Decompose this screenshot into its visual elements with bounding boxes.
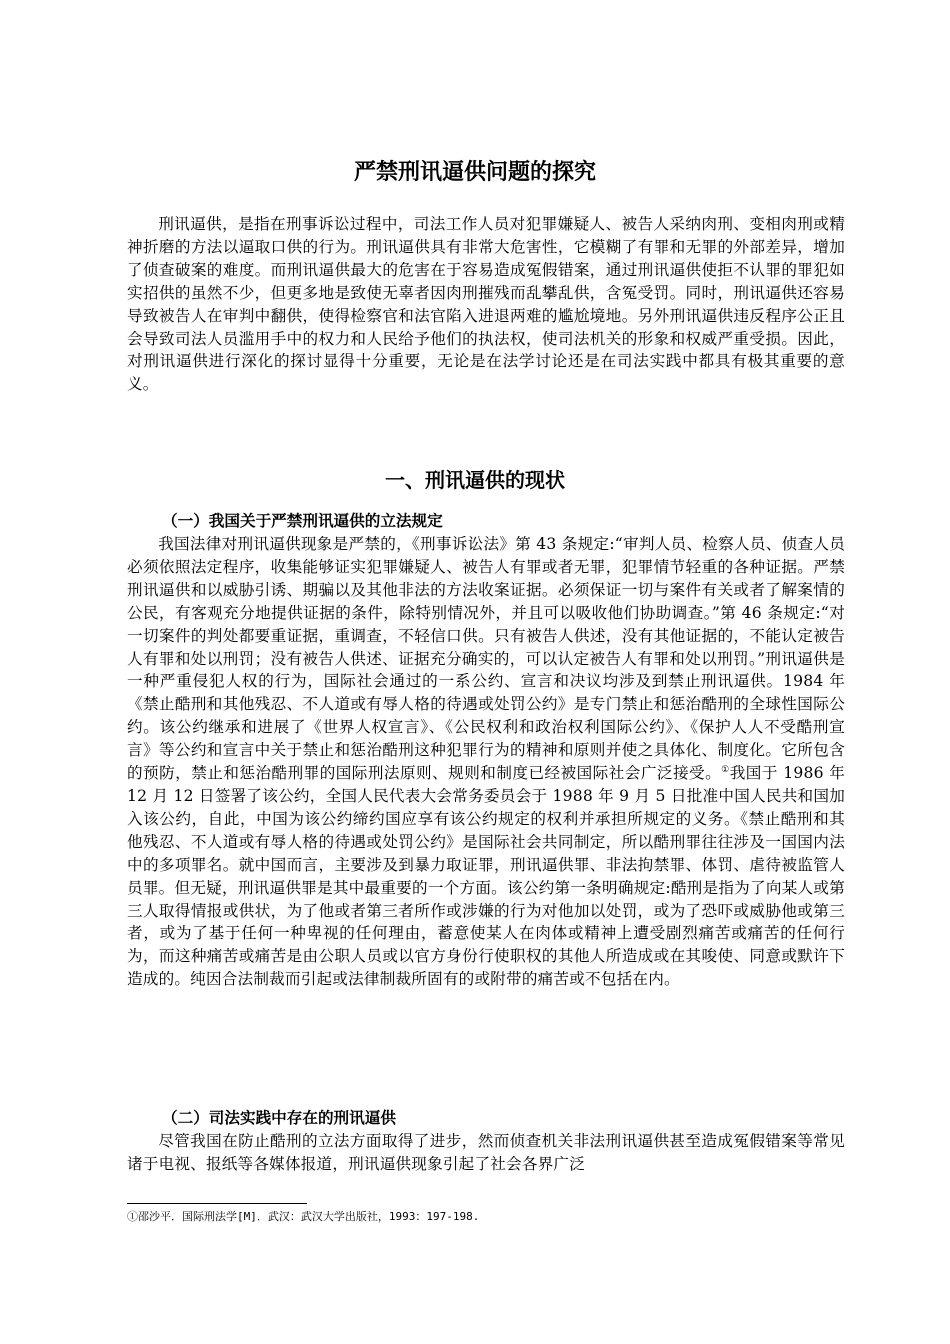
section-heading: 一、刑讯逼供的现状	[385, 468, 565, 492]
intro-paragraph: 刑讯逼供，是指在刑事诉讼过程中，司法工作人员对犯罪嫌疑人、被告人采纳肉刑、变相肉刑或精神折磨的方法以逼取口供的行为。刑讯逼供具有非常大危害性，它模糊了有罪和无罪的外部差异，增加了侦查破案的难度。而刑讯逼供最大的危害在于容易造成冤假错案，通过刑讯逼供使拒不认罪的罪犯如实招供的虽然不少，但更多地是致使无辜者因肉刑摧残而乱攀乱供，含冤受罚。同时，刑讯逼供还容易导致被告人在审判中翻供，使得检察官和法官陷入进退两难的尴尬境地。另外刑讯逼供违反程序公正且会导致司法人员滥用手中的权力和人民给予他们的执法权，使司法机关的形象和权威严重受损。因此，对刑讯逼供进行深化的探讨显得十分重要，无论是在法学讨论还是在司法实践中都具有极其重要的意义。	[127, 215, 845, 394]
paragraph-text-part-2: 我国于 1986 年 12 月 12 日签署了该公约，全国人民代表大会常务委员会于 1988 年 9 月 5 日批准中国人民共和国加入该公约，自此，中国为该公约缔约国应享有该公约规定的权利并承担所规定的义务。《禁止酷刑和其他残忍、不人道或有辱人格的待遇或处罚公约》是国际社会共同制定，所以酷刑罪往往涉及一国国内法中的多项罪名。就中国而言，主要涉及到暴力取证罪，刑讯逼供罪、非法拘禁罪、体罚、虐待被监管人员罪。但无疑，刑讯逼供罪是其中最重要的一个方面。该公约第一条明确规定:酷刑是指为了向某人或第三人取得情报或供状，为了他或者第三者所作或涉嫌的行为对他加以处罚，或为了恐吓或威胁他或第三者，或为了基于任何一种卑视的任何理由，蓄意使某人在肉体或精神上遭受剧烈痛苦或痛苦的任何行为，而这种痛苦或痛苦是由公职人员或以官方身份行使职权的其他人所造成或在其唆使、同意或默许下造成的。纯因合法制裁而引起或法律制裁所固有的或附带的痛苦或不包括在内。	[127, 764, 845, 989]
footnote: ①邵沙平．国际刑法学[M]．武汉：武汉大学出版社，1993：197-198.	[127, 1210, 480, 1223]
paragraph-text-part-1: 我国法律对刑讯逼供现象是严禁的，《刑事诉讼法》第 43 条规定:“审判人员、检察人员、侦查人员必须依照法定程序，收集能够证实犯罪嫌疑人、被告人有罪或者无罪，犯罪情节轻重的各种证据。严禁刑讯逼供和以威胁引诱、期骗以及其他非法的方法收案证据。必须保证一切与案件有关或者了解案情的公民，有客观充分地提供证据的条件，除特别情况外，并且可以吸收他们协助调查。”第 46 条规定:“对一切案件的判处都要重证据，重调查，不轻信口供。只有被告人供述，没有其他证据的，不能认定被告人有罪和处以刑罚；没有被告人供述、证据充分确实的，可以认定被告人有罪和处以刑罚。”刑讯逼供是一种严重侵犯人权的行为，国际社会通过的一系公约、宣言和决议均涉及到禁止刑讯逼供。1984 年《禁止酷刑和其他残忍、不人道或有辱人格的待遇或处罚公约》是专门禁止和惩治酷刑的全球性国际公约。该公约继承和进展了《世界人权宣言》、《公民权利和政治权利国际公约》、《保护人人不受酷刑宣言》等公约和宣言中关于禁止和惩治酷刑这种犯罪行为的精神和原则并使之具体化、制度化。它所包含的预防，禁止和惩治酷刑罪的国际刑法原则、规则和制度已经被国际社会广泛接受。	[127, 535, 845, 783]
subsection-heading-2: （二）司法实践中存在的刑讯逼供	[162, 1109, 396, 1127]
document-title: 严禁刑讯逼供问题的探究	[353, 160, 596, 185]
footnote-separator	[127, 1203, 307, 1204]
subsection-heading-1: （一）我国关于严禁刑讯逼供的立法规定	[162, 512, 443, 530]
subsection-1-paragraph	[127, 533, 845, 991]
subsection-2-paragraph: 尽管我国在防止酷刑的立法方面取得了进步，然而侦查机关非法刑讯逼供甚至造成冤假错案等常见诸于电视、报纸等各媒体报道，刑讯逼供现象引起了社会各界广泛	[127, 1132, 845, 1173]
footnote-reference: ①	[721, 764, 730, 775]
